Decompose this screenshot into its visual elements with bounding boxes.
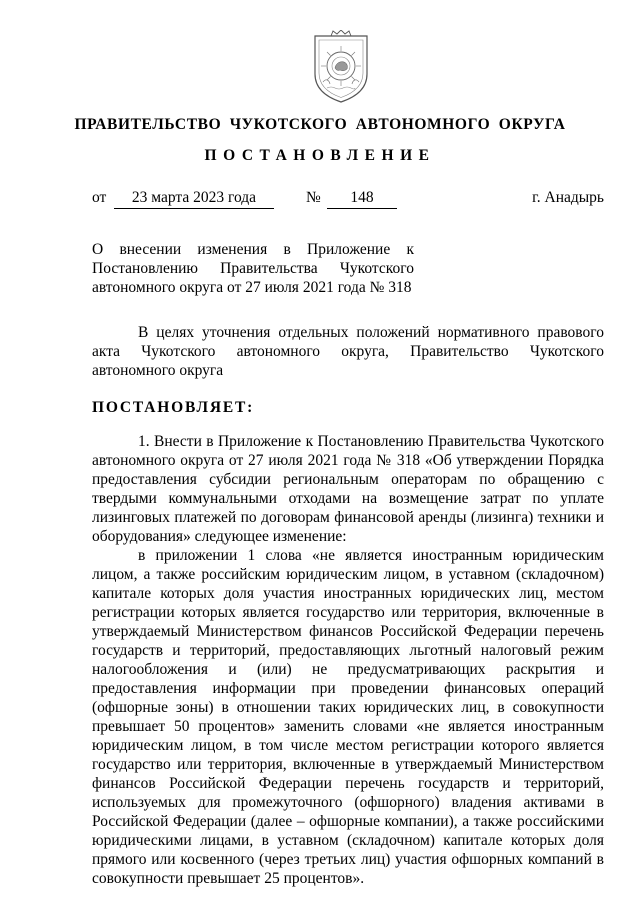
- date-prefix-label: от: [92, 189, 107, 206]
- number-label: №: [306, 189, 321, 206]
- body-paragraph-1: 1. Внести в Приложение к Постановлению Правительства Чукотского автономного округа от 27 июля 2021 года № 318 «Об утверждении Порядка предоставления субсидии региональным операторам по обращению с твердыми коммунальными отходами на возмещение затрат по уплате лизинговых платежей по договорам финансовой аренды (лизинга) техники и оборудования» следующее изменение:: [92, 433, 604, 545]
- document-number: 148: [327, 189, 397, 209]
- document-date: 23 марта 2023 года: [114, 189, 274, 209]
- decree-heading: ПОСТАНОВЛЯЕТ:: [92, 399, 255, 416]
- document-details-row: [92, 189, 604, 211]
- body-paragraph-2: в приложении 1 слова «не является иностранным юридическим лицом, а также российским юридическим лицом, в уставном (складочном) капитале которых доля участия иностранных юридических лиц, местом регистрации которых является государство или территория, включенные в утверждаемый Министерством финансов Российской Федерации перечень государств и территорий, предоставляющих льготный налоговый режим налогообложения и (или) не предусматривающих раскрытия и предоставления информации при проведении финансовых операций (офшорные зоны) в отношении таких юридических лиц, в совокупности превышает 50 процентов» заменить словами «не является иностранным юридическим лицом, в том числе местом регистрации которого является государство или территория, включенные в утверждаемый Министерством финансов Российской Федерации перечень государств и территорий, используемых для промежуточного (офшорного) владения активами в Российской Федерации (далее – офшорные компании), а также российскими юридическими лицами, в уставном (складочном) капитале которых доля прямого или косвенного (через третьих лиц) участия офшорных компаний в совокупности превышает 25 процентов».: [92, 547, 604, 887]
- chukotka-coat-of-arms-icon: [309, 30, 373, 104]
- organization-title: ПРАВИТЕЛЬСТВО ЧУКОТСКОГО АВТОНОМНОГО ОКРУГА: [74, 116, 566, 133]
- preamble-paragraph: В целях уточнения отдельных положений нормативного правового акта Чукотского автономного округа, Правительство Чукотского автономного округа: [92, 324, 604, 379]
- city-name: г. Анадырь: [532, 189, 604, 206]
- document-subject: О внесении изменения в Приложение к Постановлению Правительства Чукотского автономного округа от 27 июля 2021 года № 318: [92, 241, 414, 296]
- decree-body: [92, 432, 604, 888]
- document-type-title: ПОСТАНОВЛЕНИЕ: [204, 147, 436, 164]
